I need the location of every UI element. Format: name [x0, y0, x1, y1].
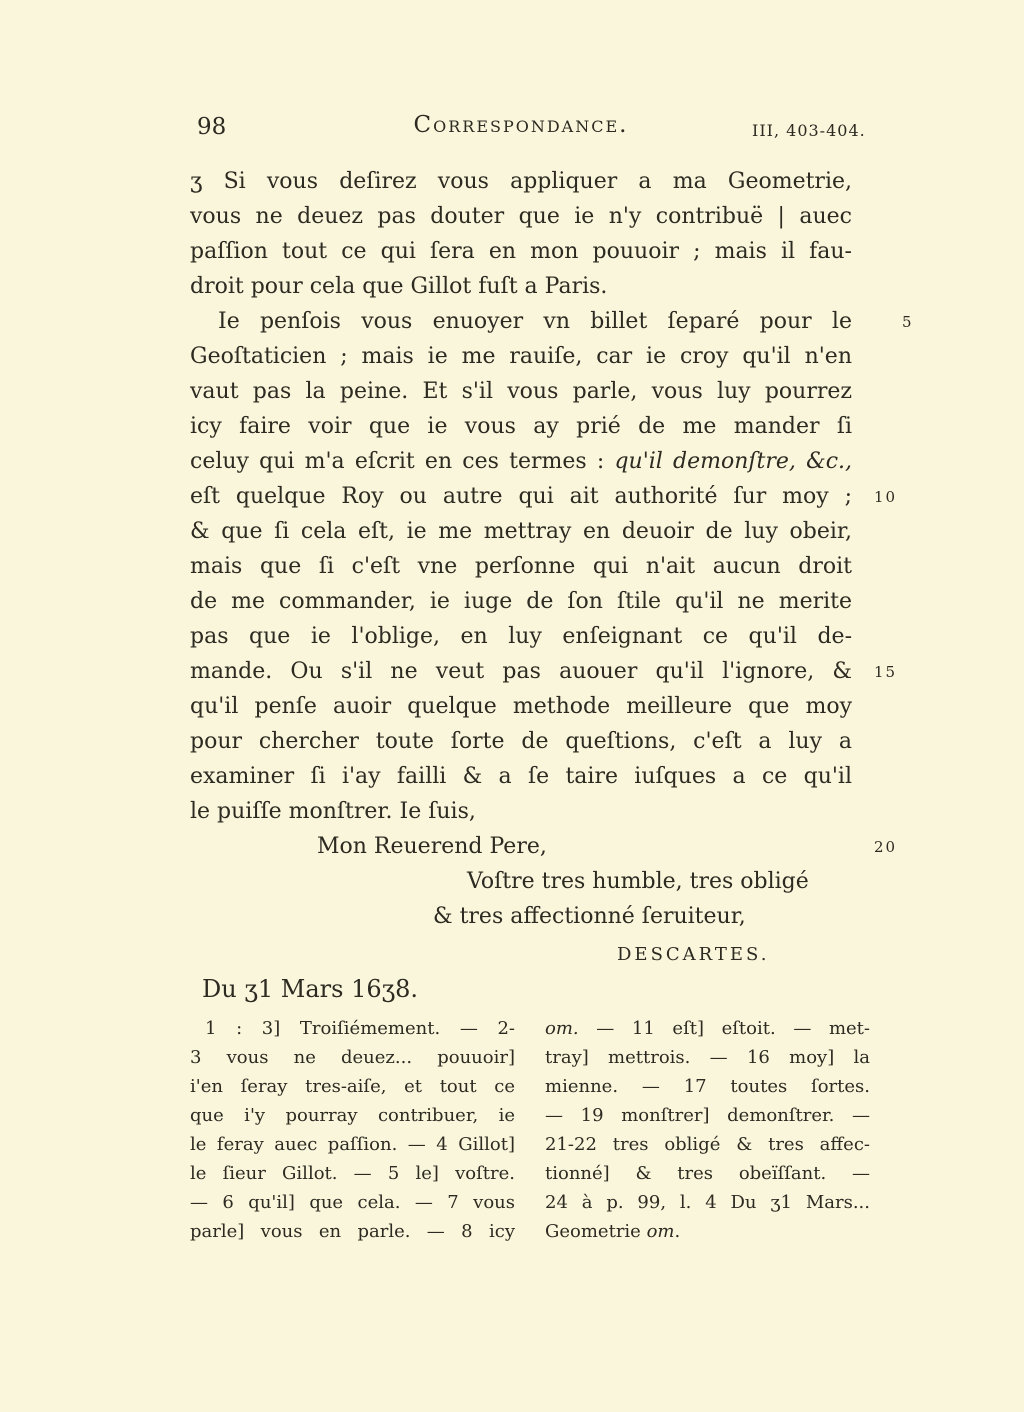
- footnote-line: [190, 1072, 515, 1101]
- volume-page-reference: III, 403-404.: [752, 121, 866, 140]
- letter-line: [190, 339, 852, 374]
- footnote-line: [545, 1101, 870, 1130]
- footnote-line: [190, 1101, 515, 1130]
- line-text: Geoſtaticien ; mais ie me rauiſe, car ie croy qu'il n'en: [190, 344, 852, 369]
- line-text: examiner ſi i'ay failli & a ſe taire iuſques a ce qu'il: [190, 764, 852, 789]
- letter-line: [190, 164, 852, 199]
- footnote-line: [545, 1014, 870, 1043]
- line-text-italic: qu'il demonſtre, &c.,: [614, 449, 853, 474]
- salutation-line: [190, 829, 898, 864]
- footnote-line: [545, 1188, 870, 1217]
- line-text: mais que ſi c'eſt vne perſonne qui n'ait aucun droit: [190, 554, 852, 579]
- footnote-line: [190, 1130, 515, 1159]
- footnote-line: [545, 1130, 870, 1159]
- footnote-line: [190, 1159, 515, 1188]
- line-text: & tres affectionné ſeruiteur,: [433, 904, 746, 929]
- letter-line: [190, 689, 852, 724]
- letter-line: [190, 584, 852, 619]
- letter-line: [190, 409, 852, 444]
- footnote-line: [190, 1217, 515, 1246]
- line-text: Voſtre tres humble, tres obligé: [467, 869, 809, 894]
- line-text: eſt quelque Roy ou autre qui ait authorité ſur moy ;: [190, 484, 852, 509]
- letter-line: [190, 794, 852, 829]
- line-text: qu'il penſe auoir quelque methode meilleure que moy: [190, 694, 852, 719]
- line-text: ʒ Si vous deſirez vous appliquer a ma Geometrie,: [190, 169, 852, 194]
- note-text: tionné] & tres obeïſſant. —: [545, 1163, 870, 1184]
- note-text: Geometrie: [545, 1221, 647, 1242]
- line-text: pour chercher toute ſorte de queſtions, c'eſt a luy a: [190, 729, 852, 754]
- note-text: 3 vous ne deuez... pouuoir]: [190, 1047, 515, 1068]
- letter-text-block: [190, 164, 914, 1006]
- letter-line: [190, 269, 852, 304]
- footnote-line: [190, 1188, 515, 1217]
- valediction-line: [190, 899, 852, 934]
- note-text: 21-22 tres obligé & tres affec-: [545, 1134, 870, 1155]
- line-text: mande. Ou s'il ne veut pas auouer qu'il l'ignore, &: [190, 659, 852, 684]
- note-text: que i'y pourray contribuer, ie: [190, 1105, 515, 1126]
- page-number: 98: [197, 114, 227, 140]
- note-text: mienne. — 17 toutes ſortes.: [545, 1076, 870, 1097]
- note-text: — 19 monſtrer] demonſtrer. —: [545, 1105, 870, 1126]
- letter-line: [190, 199, 852, 234]
- letter-line: [190, 619, 852, 654]
- note-text: 1 : 3] Troiſiémement. — 2-: [205, 1018, 515, 1039]
- footnote-line: [545, 1072, 870, 1101]
- letter-line: [190, 234, 852, 269]
- letter-line: [190, 479, 898, 514]
- line-text: vaut pas la peine. Et s'il vous parle, vous luy pourrez: [190, 379, 852, 404]
- line-text: icy faire voir que ie vous ay prié de me mander ſi: [190, 414, 852, 439]
- letter-line: [190, 759, 852, 794]
- footnote-line: [190, 1043, 515, 1072]
- line-text: Ie penſois vous enuoyer vn billet ſeparé pour le: [218, 309, 852, 334]
- footnote-line: [190, 1014, 515, 1043]
- footnote-column-left: [190, 1014, 515, 1246]
- note-text: le feray auec paſſion. — 4 Gillot]: [190, 1134, 515, 1155]
- note-text-italic: om: [646, 1221, 675, 1242]
- note-text: — 6 qu'il] que cela. — 7 vous: [190, 1192, 515, 1213]
- footnote-line: [545, 1217, 870, 1246]
- letter-line: [190, 374, 852, 409]
- line-text: & que ſi cela eſt, ie me mettray en deuoir de luy obeir,: [190, 519, 852, 544]
- line-text: de me commander, ie iuge de ſon ſtile qu'il ne merite: [190, 589, 852, 614]
- line-text: pas que ie l'oblige, en luy enſeignant ce qu'il de-: [190, 624, 852, 649]
- line-text: paſſion tout ce qui ſera en mon pouuoir ; mais il fau-: [190, 239, 852, 264]
- note-text: — 11 eſt] eſtoit. — met-: [578, 1018, 870, 1039]
- margin-line-number: 20: [874, 838, 898, 856]
- critical-apparatus: [190, 1014, 870, 1246]
- letter-line: [190, 724, 852, 759]
- letter-line: [190, 549, 852, 584]
- footnote-line: [545, 1159, 870, 1188]
- letter-line: [190, 304, 914, 339]
- line-text: Mon Reuerend Pere,: [317, 834, 547, 859]
- line-text: vous ne deuez pas douter que ie n'y contribuë | auec: [190, 204, 852, 229]
- note-text: i'en ſeray tres-aiſe, et tout ce: [190, 1076, 515, 1097]
- footnote-column-right: [545, 1014, 870, 1246]
- running-title: Correspondance.: [413, 112, 629, 138]
- line-text: celuy qui m'a eſcrit en ces termes :: [190, 449, 615, 474]
- note-text: tray] mettrois. — 16 moy] la: [545, 1047, 870, 1068]
- footnote-line: [545, 1043, 870, 1072]
- margin-line-number: 15: [874, 663, 898, 681]
- margin-line-number: 5: [902, 313, 914, 331]
- letter-line: [190, 444, 852, 479]
- note-text: parle] vous en parle. — 8 icy: [190, 1221, 515, 1242]
- note-text: le ſieur Gillot. — 5 le] voſtre.: [190, 1163, 515, 1184]
- line-text: droit pour cela que Gillot fuſt a Paris.: [190, 274, 608, 299]
- signature: DESCARTES.: [617, 944, 770, 965]
- letter-line: [190, 514, 852, 549]
- line-text: le puiſſe monſtrer. Ie ſuis,: [190, 799, 476, 824]
- note-text: .: [674, 1221, 681, 1242]
- letter-line: [190, 654, 898, 689]
- margin-line-number: 10: [874, 488, 898, 506]
- valediction-line: [190, 864, 852, 899]
- note-text-italic: om.: [545, 1018, 579, 1039]
- letter-date: Du ʒ1 Mars 16ʒ8.: [202, 975, 419, 1003]
- note-text: 24 à p. 99, l. 4 Du ʒ1 Mars...: [545, 1192, 870, 1213]
